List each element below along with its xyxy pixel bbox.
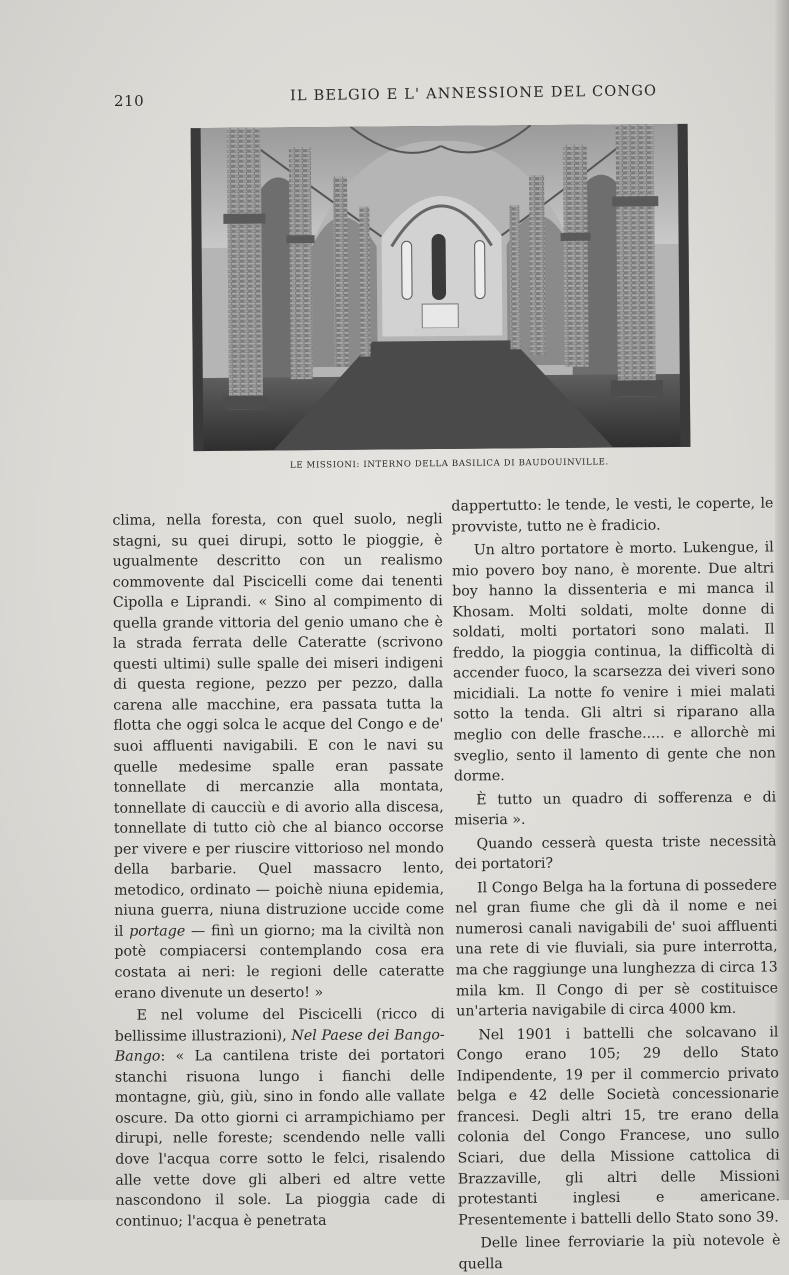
running-head: IL BELGIO E L' ANNESSIONE DEL CONGO [289, 83, 658, 105]
paragraph: Un altro portatore è morto. Lukengue, il mio povero boy nano, è morente. Due altri boy hanno la dissenteria e mi manca il Khosam. Molti soldati, molte donne di soldati, molti portatori sono malati. Il freddo, la pioggia continua, la difficoltà di accender fuoco, la scarsezza dei viveri sono micidiali. La notte fo venire i miei malati sotto la tenda. Gli altri si riparano alla meglio con delle frasche..... e allorchè mi sveglio, sento il lamento di gente che non dorme. [451, 539, 776, 785]
book-title: Nel Paese dei Bango-Bango [114, 1026, 445, 1065]
paragraph: Il Congo Belga ha la fortuna di possedere nel gran fiume che gli dà il nome e nei numerosi canali navigabili de' suoi affluenti una rete di vie fluviali, sia pure interrotta, ma che raggiunge una lunghezza di circa 13 mila km. Il Congo di per sè costituisce un'arteria navigabile di circa 4000 km. [455, 877, 779, 1020]
paragraph: Delle linee ferroviarie la più notevole è quella [458, 1232, 781, 1273]
paragraph: Quando cesserà questa triste necessità dei portatori? [454, 833, 777, 873]
paragraph: È tutto un quadro di sofferenza e di miseria ». [454, 789, 777, 829]
paragraph: clima, nella foresta, con quel suolo, negli stagni, su quei dirupi, sotto le pioggie, è ugualmente descritto con un realismo commovente dal Piscicelli come dai tenenti Cipolla e Liprandi. « Sino al compimento di quella grande vittoria del genio umano che è la strada ferrata delle Cateratte (scrivono questi ultimi) sulle spalle dei miseri indigeni di questa regione, pezzo per pezzo, dalla carena alle macchine, era passata tutta la flotta che oggi solca le acque del Congo e de' suoi affluenti navigabili. E con le navi su quelle medesime spalle eran passate tonnellate di mercanzie alla montata, tonnellate di caucciù e di avorio alla discesa, tonnellate di tutto ciò che al bianco occorse per vivere e per riuscire vittorioso nel mondo della barbarie. Quel massacro lento, metodico, ordinato — poichè niuna epidemia, niuna guerra, niuna distruzione uccide come il portage — finì un giorno; ma la civiltà non potè compiacersi contemplando cosa era costata ai neri: le regioni delle cateratte erano divenute un deserto! » [112, 511, 445, 1002]
left-column [112, 509, 445, 1232]
right-column [451, 493, 780, 1274]
photo-caption: LE MISSIONI: INTERNO DELLA BASILICA DI BAUDOUINVILLE. [289, 457, 609, 471]
paragraph: Nel 1901 i battelli che solcavano il Congo erano 105; 29 dello Stato Indipendente, 19 per il commercio privato belga e 42 delle Società concessionarie francesi. Degli altri 15, tre erano della colonia del Congo Francese, uno sullo Sciari, due della Missione cattolica di Brazzaville, gli altri delle Missioni protestanti inglesi e americane. Presentemente i battelli dello Stato sono 39. [456, 1024, 781, 1229]
basilica-interior-photo [191, 124, 691, 451]
page-number: 210 [114, 92, 145, 110]
paragraph: dappertutto: le tende, le vesti, le coperte, le provviste, tutto ne è fradicio. [451, 495, 774, 536]
paragraph: E nel volume del Piscicelli (ricco di bellissime illustrazioni), Nel Paese dei Bango-Bango: « La cantilena triste dei portatori stanchi risuona lungo i fianchi delle montagne, giù, giù, sino in fondo alle vallate oscure. Da otto giorni ci arrampichiamo per dirupi, nelle foreste; scendendo nelle valli dove l'acqua corre sotto le felci, risalendo alle vette dove gli alberi ed altre vette nascondono il sole. La pioggia cade di continuo; l'acqua è penetrata [114, 1006, 446, 1230]
basilica-interior-illustration [191, 124, 691, 451]
